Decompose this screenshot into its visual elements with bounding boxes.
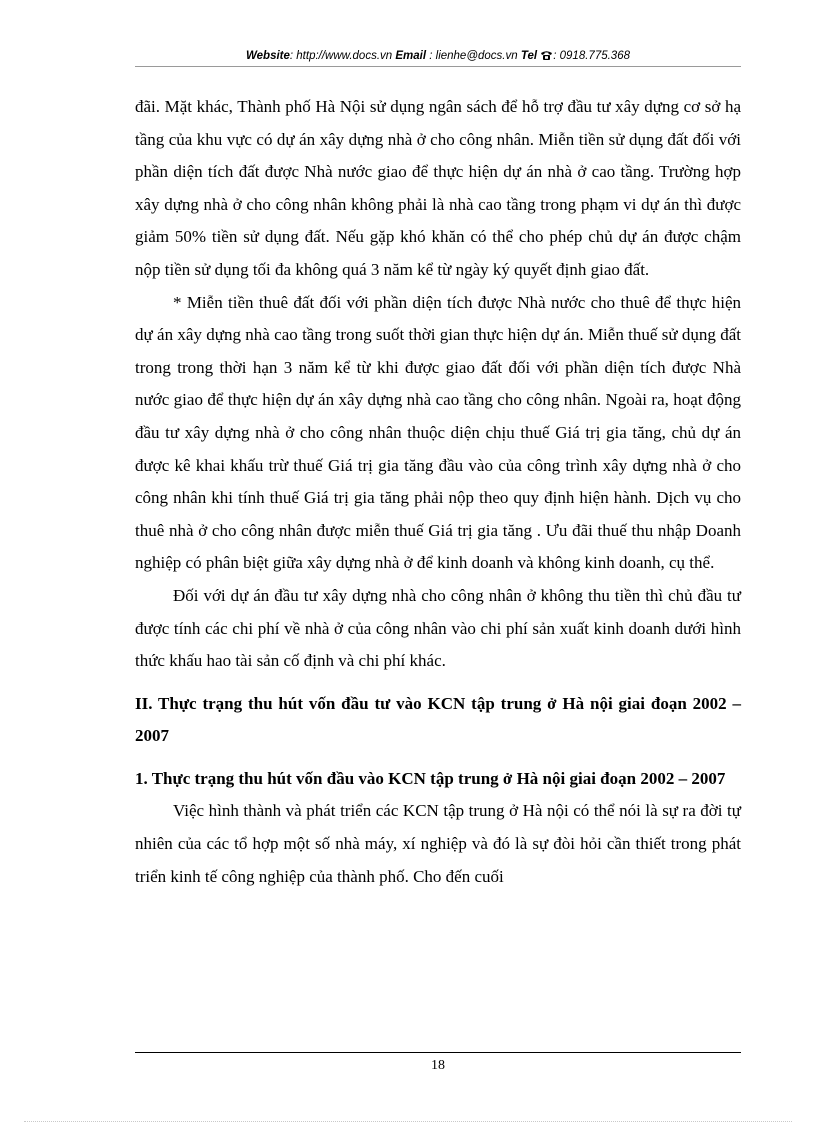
page-bottom-border [24,1121,792,1122]
footer-divider [135,1052,741,1053]
document-body [135,91,741,893]
section-heading: II. Thực trạng thu hút vốn đầu tư vào KCN tập trung ở Hà nội giai đoạn 2002 – 2007 [135,693,741,746]
website-label: Website [246,50,290,62]
page-number: 18 [431,1058,445,1073]
paragraph-1: đãi. Mặt khác, Thành phố Hà Nội sử dụng ngân sách để hỗ trợ đầu tư xây dựng cơ sở hạ tầng của khu vực có dự án xây dựng nhà ở cho công nhân. Miễn tiền sử dụng đất đối với phần diện tích đất được Nhà nước giao để thực hiện dự án nhà ở cao tầng. Trường hợp xây dựng nhà ở cho công nhân không phải là nhà cao tầng trong phạm vi dự án thì được giảm 50% tiền sử dụng đất. Nếu gặp khó khăn có thể cho phép chủ dự án được chậm nộp tiền sử dụng tối đa không quá 3 năm kể từ ngày ký quyết định giao đất. [135,97,741,279]
tel-value: : 0918.775.368 [553,50,630,62]
paragraph-4: Việc hình thành và phát triển các KCN tập trung ở Hà nội có thể nói là sự ra đời tự nhiên của các tổ hợp một số nhà máy, xí nghiệp và đó là sự đòi hỏi cần thiết trong phát triển kinh tế công nghiệp của thành phố. Cho đến cuối [135,801,741,886]
website-value: : http://www.docs.vn [289,50,393,62]
phone-icon [540,50,553,66]
header-divider [135,66,741,67]
paragraph-2: * Miễn tiền thuê đất đối với phần diện tích được Nhà nước cho thuê để thực hiện dự án xây dựng nhà cao tầng trong suốt thời gian thực hiện dự án. Miễn thuế sử dụng đất trong trong thời hạn 3 năm kể từ khi được giao đất đối với phần diện tích được Nhà nước giao để thực hiện dự án xây dựng nhà cao tầng cho công nhân. Ngoài ra, hoạt động đầu tư xây dựng nhà ở cho công nhân thuộc diện chịu thuế Giá trị gia tăng, chủ dự án được kê khai khấu trừ thuế Giá trị gia tăng đầu vào của công trình xây dựng nhà ở cho công nhân khi tính thuế Giá trị gia tăng phải nộp theo quy định hiện hành. Dịch vụ cho thuê nhà ở cho công nhân được miễn thuế Giá trị gia tăng . Ưu đãi thuế thu nhập Doanh nghiệp có phân biệt giữa xây dựng nhà ở để kinh doanh và không kinh doanh, cụ thể. [135,292,741,573]
page-header [135,48,741,66]
email-label: Email [395,50,427,62]
tel-label: Tel [520,50,538,62]
subsection-heading: 1. Thực trạng thu hút vốn đầu vào KCN tập trung ở Hà nội giai đoạn 2002 – 2007 [135,768,726,788]
email-value: : lienhe@docs.vn [429,50,518,62]
paragraph-3: Đối với dự án đầu tư xây dựng nhà cho công nhân ở không thu tiền thì chủ đầu tư được tính các chi phí về nhà ở của công nhân vào chi phí sản xuất kinh doanh dưới hình thức khấu hao tài sản cố định và chi phí khác. [135,585,741,671]
